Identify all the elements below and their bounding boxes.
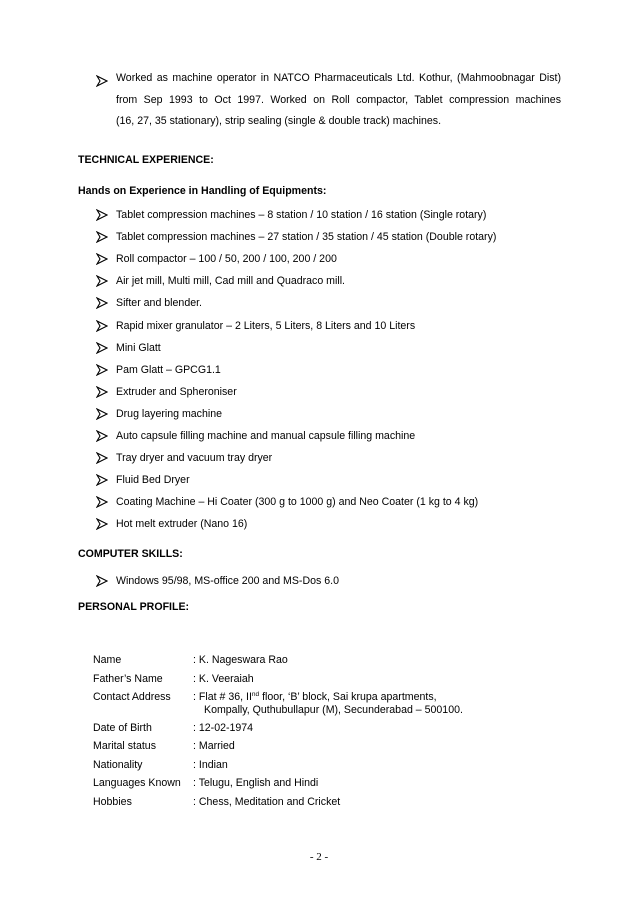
list-item-text: Fluid Bed Dryer (116, 474, 190, 487)
arrow-bullet-icon (96, 231, 108, 243)
list-item-text: Rapid mixer granulator – 2 Liters, 5 Liters, 8 Liters and 10 Liters (116, 319, 416, 332)
computer-skills-heading: COMPUTER SKILLS: (78, 548, 183, 560)
profile-value (193, 691, 437, 704)
profile-value: : K. Nageswara Rao (193, 654, 288, 666)
arrow-bullet-icon (96, 209, 108, 221)
arrow-bullet-icon (96, 386, 108, 398)
profile-value: : 12-02-1974 (193, 722, 254, 734)
profile-label: Nationality (93, 759, 143, 771)
arrow-bullet-icon (96, 474, 108, 486)
arrow-bullet-icon (96, 496, 108, 508)
list-item-text: Windows 95/98, MS-office 200 and MS-Dos 6.0 (116, 575, 339, 587)
profile-value: Kompally, Quthubullapur (M), Secunderabad – 500100. (204, 704, 463, 716)
arrow-bullet-icon (96, 452, 108, 464)
work-experience-text (116, 68, 561, 133)
list-item-text: Auto capsule filling machine and manual capsule filling machine (116, 430, 416, 442)
list-item-text: Roll compactor – 100 / 50, 200 / 100, 200 / 200 (116, 253, 337, 266)
list-item-text: Mini Glatt (116, 341, 161, 354)
address-superscript: nd (251, 691, 260, 698)
equipment-subheading: Hands on Experience in Handling of Equipments: (78, 185, 327, 197)
profile-label: Marital status (93, 740, 156, 752)
arrow-bullet-icon (96, 575, 108, 587)
list-item-text: Air jet mill, Multi mill, Cad mill and Quadraco mill. (116, 275, 345, 288)
arrow-bullet-icon (96, 518, 108, 530)
profile-value: : Married (193, 740, 235, 752)
arrow-bullet-icon (96, 275, 108, 287)
list-item-text: Tray dryer and vacuum tray dryer (116, 452, 273, 465)
profile-value: : Indian (193, 759, 228, 771)
profile-value: : Telugu, English and Hindi (193, 777, 319, 789)
work-experience-line: (16, 27, 35 stationary), strip sealing (single & double track) machines. (116, 115, 442, 127)
profile-label: Father’s Name (93, 673, 163, 685)
arrow-bullet-icon (96, 342, 108, 354)
address-part: : Flat # 36, II (193, 691, 252, 703)
arrow-bullet-icon (96, 320, 108, 332)
list-item-text: Pam Glatt – GPCG1.1 (116, 363, 221, 376)
arrow-bullet-icon (96, 408, 108, 420)
profile-label: Date of Birth (93, 722, 152, 734)
list-item-text: Coating Machine – Hi Coater (300 g to 1000 g) and Neo Coater (1 kg to 4 kg) (116, 496, 479, 509)
page-number: - 2 - (309, 851, 329, 863)
list-item-text: Sifter and blender. (116, 297, 202, 310)
profile-value: : Chess, Meditation and Cricket (193, 796, 341, 808)
profile-value: : K. Veeraiah (193, 673, 254, 685)
profile-label: Hobbies (93, 796, 132, 808)
work-experience-line: from Sep 1993 to Oct 1997. Worked on Roll compactor, Tablet compression machines (116, 93, 561, 106)
arrow-bullet-icon (96, 75, 108, 87)
profile-label: Contact Address (93, 691, 171, 703)
technical-experience-heading: TECHNICAL EXPERIENCE: (78, 154, 214, 166)
arrow-bullet-icon (96, 364, 108, 376)
arrow-bullet-icon (96, 253, 108, 265)
list-item-text: Tablet compression machines – 8 station / 10 station / 16 station (Single rotary) (116, 209, 487, 221)
arrow-bullet-icon (96, 297, 108, 309)
address-part: floor, ‘B’ block, Sai krupa apartments, (259, 691, 437, 703)
work-experience-line: Worked as machine operator in NATCO Pharmaceuticals Ltd. Kothur, (Mahmoobnagar Dist) (116, 72, 561, 84)
list-item-text: Hot melt extruder (Nano 16) (116, 518, 248, 531)
profile-label: Name (93, 654, 122, 666)
personal-profile-heading: PERSONAL PROFILE: (78, 601, 190, 613)
list-item-text: Drug layering machine (116, 407, 222, 420)
profile-label: Languages Known (93, 777, 181, 789)
list-item-text: Extruder and Spheroniser (116, 385, 237, 398)
arrow-bullet-icon (96, 430, 108, 442)
list-item-text: Tablet compression machines – 27 station / 35 station / 45 station (Double rotary) (116, 231, 497, 244)
